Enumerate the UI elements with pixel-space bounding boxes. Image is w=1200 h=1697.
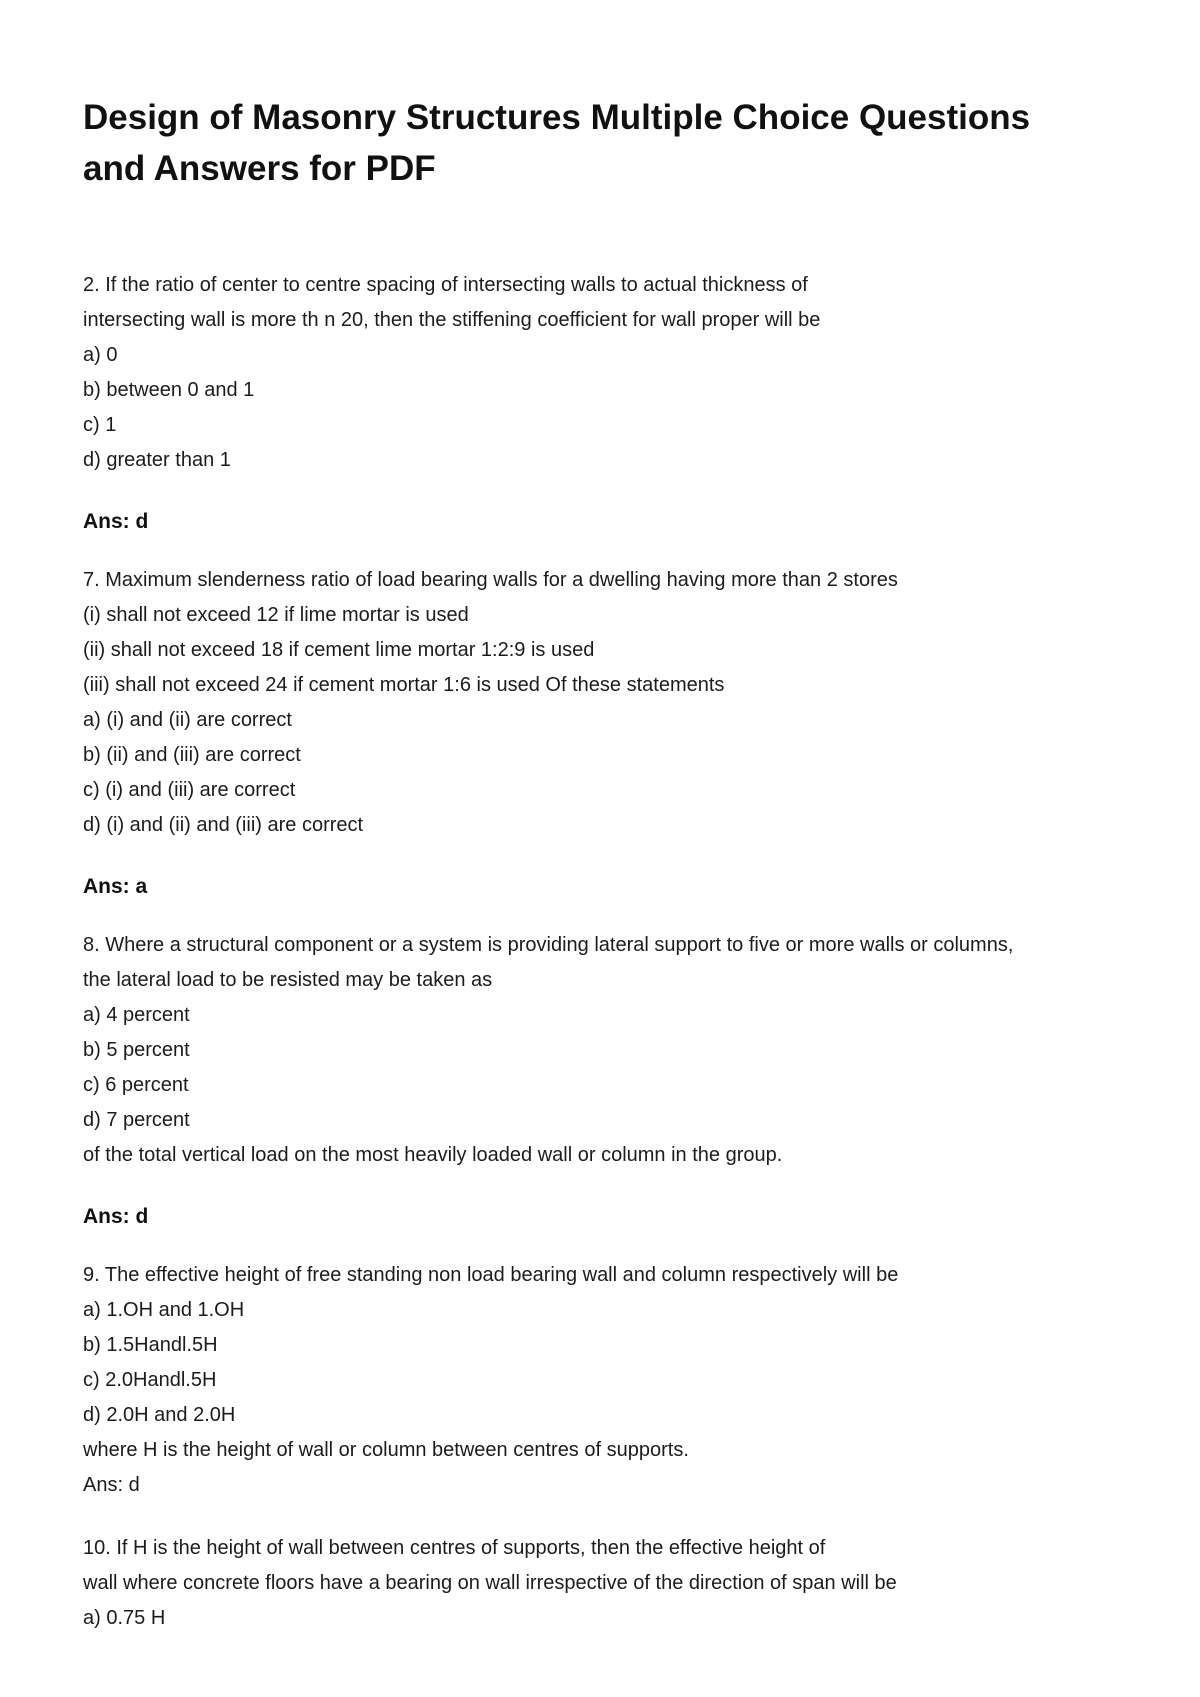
option-b: b) between 0 and 1: [83, 379, 255, 401]
question-7: [83, 563, 1143, 904]
question-2: [83, 268, 1143, 539]
question-10: [83, 1531, 1143, 1636]
statement-iii: (iii) shall not exceed 24 if cement mortar 1:6 is used Of these statements: [83, 674, 725, 696]
question-text: 2. If the ratio of center to centre spacing of intersecting walls to actual thickness of: [83, 274, 808, 296]
question-9: [83, 1258, 1143, 1503]
question-text: 7. Maximum slenderness ratio of load bearing walls for a dwelling having more than 2 stores: [83, 569, 898, 591]
question-text: intersecting wall is more th n 20, then the stiffening coefficient for wall proper will be: [83, 309, 821, 331]
option-c: c) 6 percent: [83, 1074, 189, 1096]
option-d: d) 2.0H and 2.0H: [83, 1404, 236, 1426]
option-b: b) 5 percent: [83, 1039, 190, 1061]
option-c: c) (i) and (iii) are correct: [83, 779, 296, 801]
option-a: a) 4 percent: [83, 1004, 190, 1026]
document-title: [83, 92, 1123, 194]
option-b: b) 1.5Handl.5H: [83, 1334, 218, 1356]
title-line: Design of Masonry Structures Multiple Choice Questions: [83, 98, 1031, 137]
option-a: a) (i) and (ii) are correct: [83, 709, 292, 731]
statement-ii: (ii) shall not exceed 18 if cement lime mortar 1:2:9 is used: [83, 639, 595, 661]
option-d: d) greater than 1: [83, 449, 231, 471]
option-a: a) 0: [83, 344, 118, 366]
title-line: and Answers for PDF: [83, 149, 436, 188]
option-c: c) 2.0Handl.5H: [83, 1369, 217, 1391]
option-a: a) 1.OH and 1.OH: [83, 1299, 245, 1321]
option-a: a) 0.75 H: [83, 1607, 166, 1629]
question-text: 9. The effective height of free standing non load bearing wall and column respectively will be: [83, 1264, 899, 1286]
spacer: [83, 1503, 1143, 1531]
question-note: of the total vertical load on the most heavily loaded wall or column in the group.: [83, 1144, 783, 1166]
option-d: d) 7 percent: [83, 1109, 190, 1131]
statement-i: (i) shall not exceed 12 if lime mortar is used: [83, 604, 469, 626]
option-c: c) 1: [83, 414, 117, 436]
option-d: d) (i) and (ii) and (iii) are correct: [83, 814, 364, 836]
question-list: [83, 268, 1143, 1636]
question-8: [83, 928, 1143, 1234]
question-text: wall where concrete floors have a bearing on wall irrespective of the direction of span will be: [83, 1572, 897, 1594]
question-text: 10. If H is the height of wall between centres of supports, then the effective height of: [83, 1537, 826, 1559]
question-note: where H is the height of wall or column between centres of supports.: [83, 1439, 689, 1461]
answer: Ans: d: [83, 1205, 149, 1228]
answer: Ans: a: [83, 875, 148, 898]
question-text: 8. Where a structural component or a system is providing lateral support to five or more walls or columns,: [83, 934, 1014, 956]
answer: Ans: d: [83, 1474, 140, 1496]
option-b: b) (ii) and (iii) are correct: [83, 744, 301, 766]
answer: Ans: d: [83, 510, 149, 533]
question-text: the lateral load to be resisted may be taken as: [83, 969, 493, 991]
